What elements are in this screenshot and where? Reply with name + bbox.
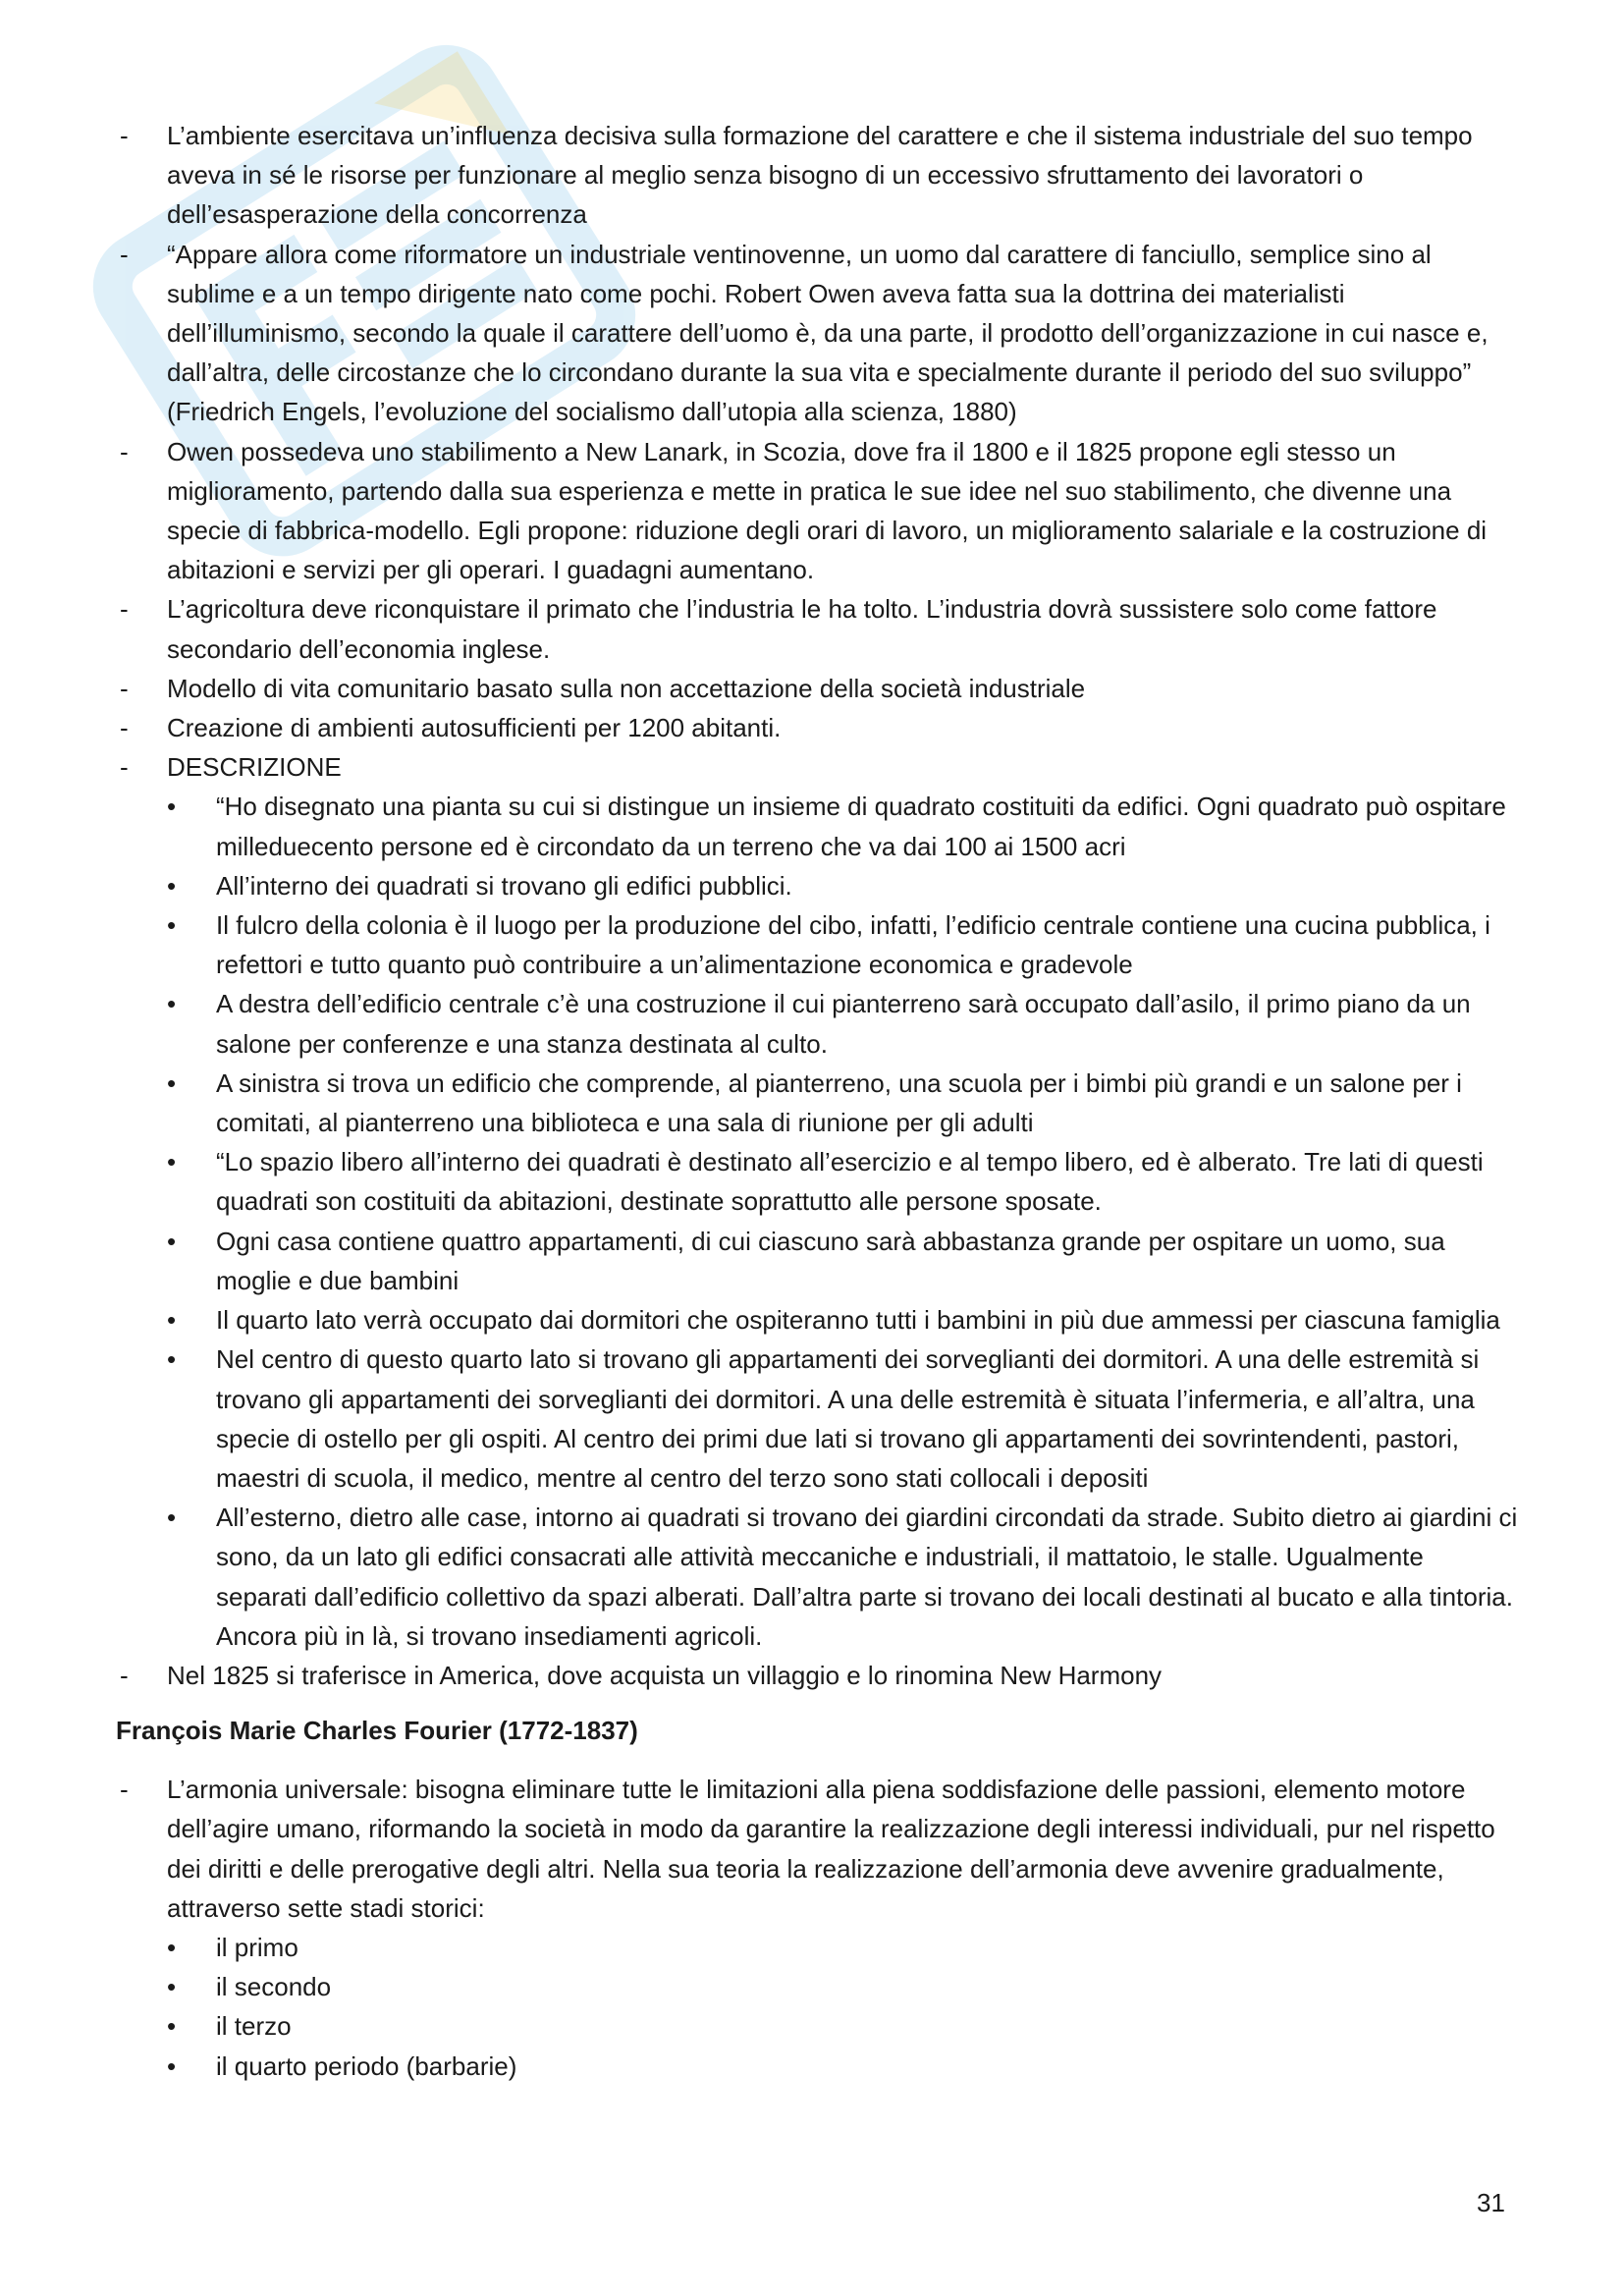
bullet-item (167, 1064, 1520, 1142)
bullet-item (167, 1967, 1520, 2006)
bullet-item (167, 2047, 1520, 2086)
bullet-item-text: il secondo (216, 1972, 332, 2002)
bullet-item (167, 1498, 1520, 1656)
list-item-text: Modello di vita comunitario basato sulla non accettazione della società industriale (167, 673, 1086, 703)
bullet-item (167, 1300, 1520, 1339)
list-item (116, 432, 1520, 590)
bullet-item (167, 905, 1520, 984)
bullet-item (167, 1928, 1520, 1967)
bullet-item-text: il primo (216, 1932, 298, 1962)
bullet-item-text: il quarto periodo (barbarie) (216, 2050, 517, 2081)
section-heading: François Marie Charles Fourier (1772-1837) (116, 1716, 638, 1746)
list-item (116, 1656, 1520, 1695)
list-item (116, 747, 1520, 1656)
list-item (116, 116, 1520, 235)
bullet-item-text: il terzo (216, 2011, 292, 2042)
dash-list-owen (116, 116, 1520, 1695)
bullet-item (167, 866, 1520, 905)
bullet-item-text: “Ho disegnato una pianta su cui si distingue un insieme di quadrato costituiti da edifici. Ogni quadrato può ospitare milleduecento persone ed è circondato da un terreno che va dai 100 ai 1500 acri (216, 792, 1506, 861)
list-item-text: L’agricoltura deve riconquistare il primato che l’industria le ha tolto. L’industria dovrà sussistere solo come fattore secondario dell’economia inglese. (167, 594, 1437, 664)
bullet-item (167, 1339, 1520, 1498)
bullet-item-text: Il fulcro della colonia è il luogo per la produzione del cibo, infatti, l’edificio centrale contiene una cucina pubblica, i refettori e tutto quanto può contribuire a un’alimentazione economica e gradevole (216, 910, 1490, 980)
list-item-text: Nel 1825 si traferisce in America, dove acquista un villaggio e lo rinomina New Harmony (167, 1660, 1163, 1690)
descrizione-list (167, 787, 1520, 1655)
list-item-text: L’ambiente esercitava un’influenza decisiva sulla formazione del carattere e che il sistema industriale del suo tempo aveva in sé le risorse per funzionare al meglio senza bisogno di un eccessivo sfruttamento dei lavoratori o dell’esasperazione della concorrenza (167, 121, 1473, 230)
bullet-item-text: Nel centro di questo quarto lato si trovano gli appartamenti dei sorveglianti dei dormitori. A una delle estremità si trovano gli appartamenti dei sorveglianti dei dormitori. A una delle estremità è situata l’infermeria, e all’altra, una specie di ostello per gli ospiti. Al centro dei primi due lati si trovano gli appartamenti dei sovrintendenti, pastori, maestri di scuola, il medico, mentre al centro del terzo sono stati collocali i depositi (216, 1344, 1480, 1493)
list-item (116, 669, 1520, 708)
bullet-item-text: “Lo spazio libero all’interno dei quadrati è destinato all’esercizio e al tempo libero, ed è alberato. Tre lati di questi quadrati son costituiti da abitazioni, destinate soprattutto alle persone sposate. (216, 1147, 1484, 1217)
list-item (116, 589, 1520, 668)
bullet-item-text: All’interno dei quadrati si trovano gli edifici pubblici. (216, 870, 792, 901)
list-item (116, 1770, 1520, 2086)
list-item-text: DESCRIZIONE (167, 752, 342, 783)
page-content (116, 116, 1520, 2086)
list-item-text: Creazione di ambienti autosufficienti per 1200 abitanti. (167, 713, 782, 743)
list-item (116, 235, 1520, 432)
bullet-item-text: All’esterno, dietro alle case, intorno ai quadrati si trovano dei giardini circondati da strade. Subito dietro ai giardini ci sono, da un lato gli edifici consacrati alle attività meccaniche e industriali, il mattatoio, le stalle. Ugualmente separati dall’edificio collettivo da spazi alberati. Dall’altra parte si trovano dei locali destinati al bucato e alla tintoria. Ancora più in là, si trovano insediamenti agricoli. (216, 1503, 1518, 1651)
bullet-item (167, 984, 1520, 1063)
list-item-text: Owen possedeva uno stabilimento a New Lanark, in Scozia, dove fra il 1800 e il 1825 propone egli stesso un miglioramento, partendo dalla sua esperienza e mette in pratica le sue idee nel suo stabilimento, che divenne una specie di fabbrica-modello. Egli propone: riduzione degli orari di lavoro, un miglioramento salariale e la costruzione di abitazioni e servizi per gli operari. I guadagni aumentano. (167, 436, 1488, 585)
bullet-item (167, 2006, 1520, 2046)
dash-list-fourier (116, 1770, 1520, 2086)
bullet-item-text: Ogni casa contiene quattro appartamenti, di cui ciascuno sarà abbastanza grande per ospitare un uomo, sua moglie e due bambini (216, 1226, 1445, 1295)
list-item-text: L’armonia universale: bisogna eliminare tutte le limitazioni alla piena soddisfazione delle passioni, elemento motore dell’agire umano, riformando la società in modo da garantire la realizzazione degli interessi individuali, pur nel rispetto dei diritti e delle prerogative degli altri. Nella sua teoria la realizzazione dell’armonia deve avvenire gradualmente, attraverso sette stadi storici: (167, 1775, 1495, 1923)
bullet-item-text: A sinistra si trova un edificio che comprende, al pianterreno, una scuola per i bimbi più grandi e un salone per i comitati, al pianterreno una biblioteca e una sala di riunione per gli adulti (216, 1067, 1462, 1138)
list-item-text: “Appare allora come riformatore un industriale ventinovenne, un uomo dal carattere di fanciullo, semplice sino al sublime e a un tempo dirigente nato come pochi. Robert Owen aveva fatta sua la dottrina dei materialisti dell’illuminismo, secondo la quale il carattere dell’uomo è, da una parte, il prodotto dell’organizzazione in cui nasce e, dall’altra, delle circostanze che lo circondano durante la sua vita e specialmente durante il periodo del suo sviluppo” (Friedrich Engels, l’evoluzione del socialismo dall’utopia alla scienza, 1880) (167, 239, 1489, 427)
page-number: 31 (1477, 2188, 1505, 2217)
bullet-item (167, 787, 1520, 865)
bullet-item-text: A destra dell’edificio centrale c’è una costruzione il cui pianterreno sarà occupato dall’asilo, il primo piano da un salone per conferenze e una stanza destinata al culto. (216, 989, 1471, 1059)
bullet-item (167, 1222, 1520, 1300)
stages-list (167, 1928, 1520, 2086)
bullet-item-text: Il quarto lato verrà occupato dai dormitori che ospiteranno tutti i bambini in più due ammessi per ciascuna famiglia (216, 1305, 1500, 1336)
bullet-item (167, 1142, 1520, 1221)
list-item (116, 708, 1520, 747)
